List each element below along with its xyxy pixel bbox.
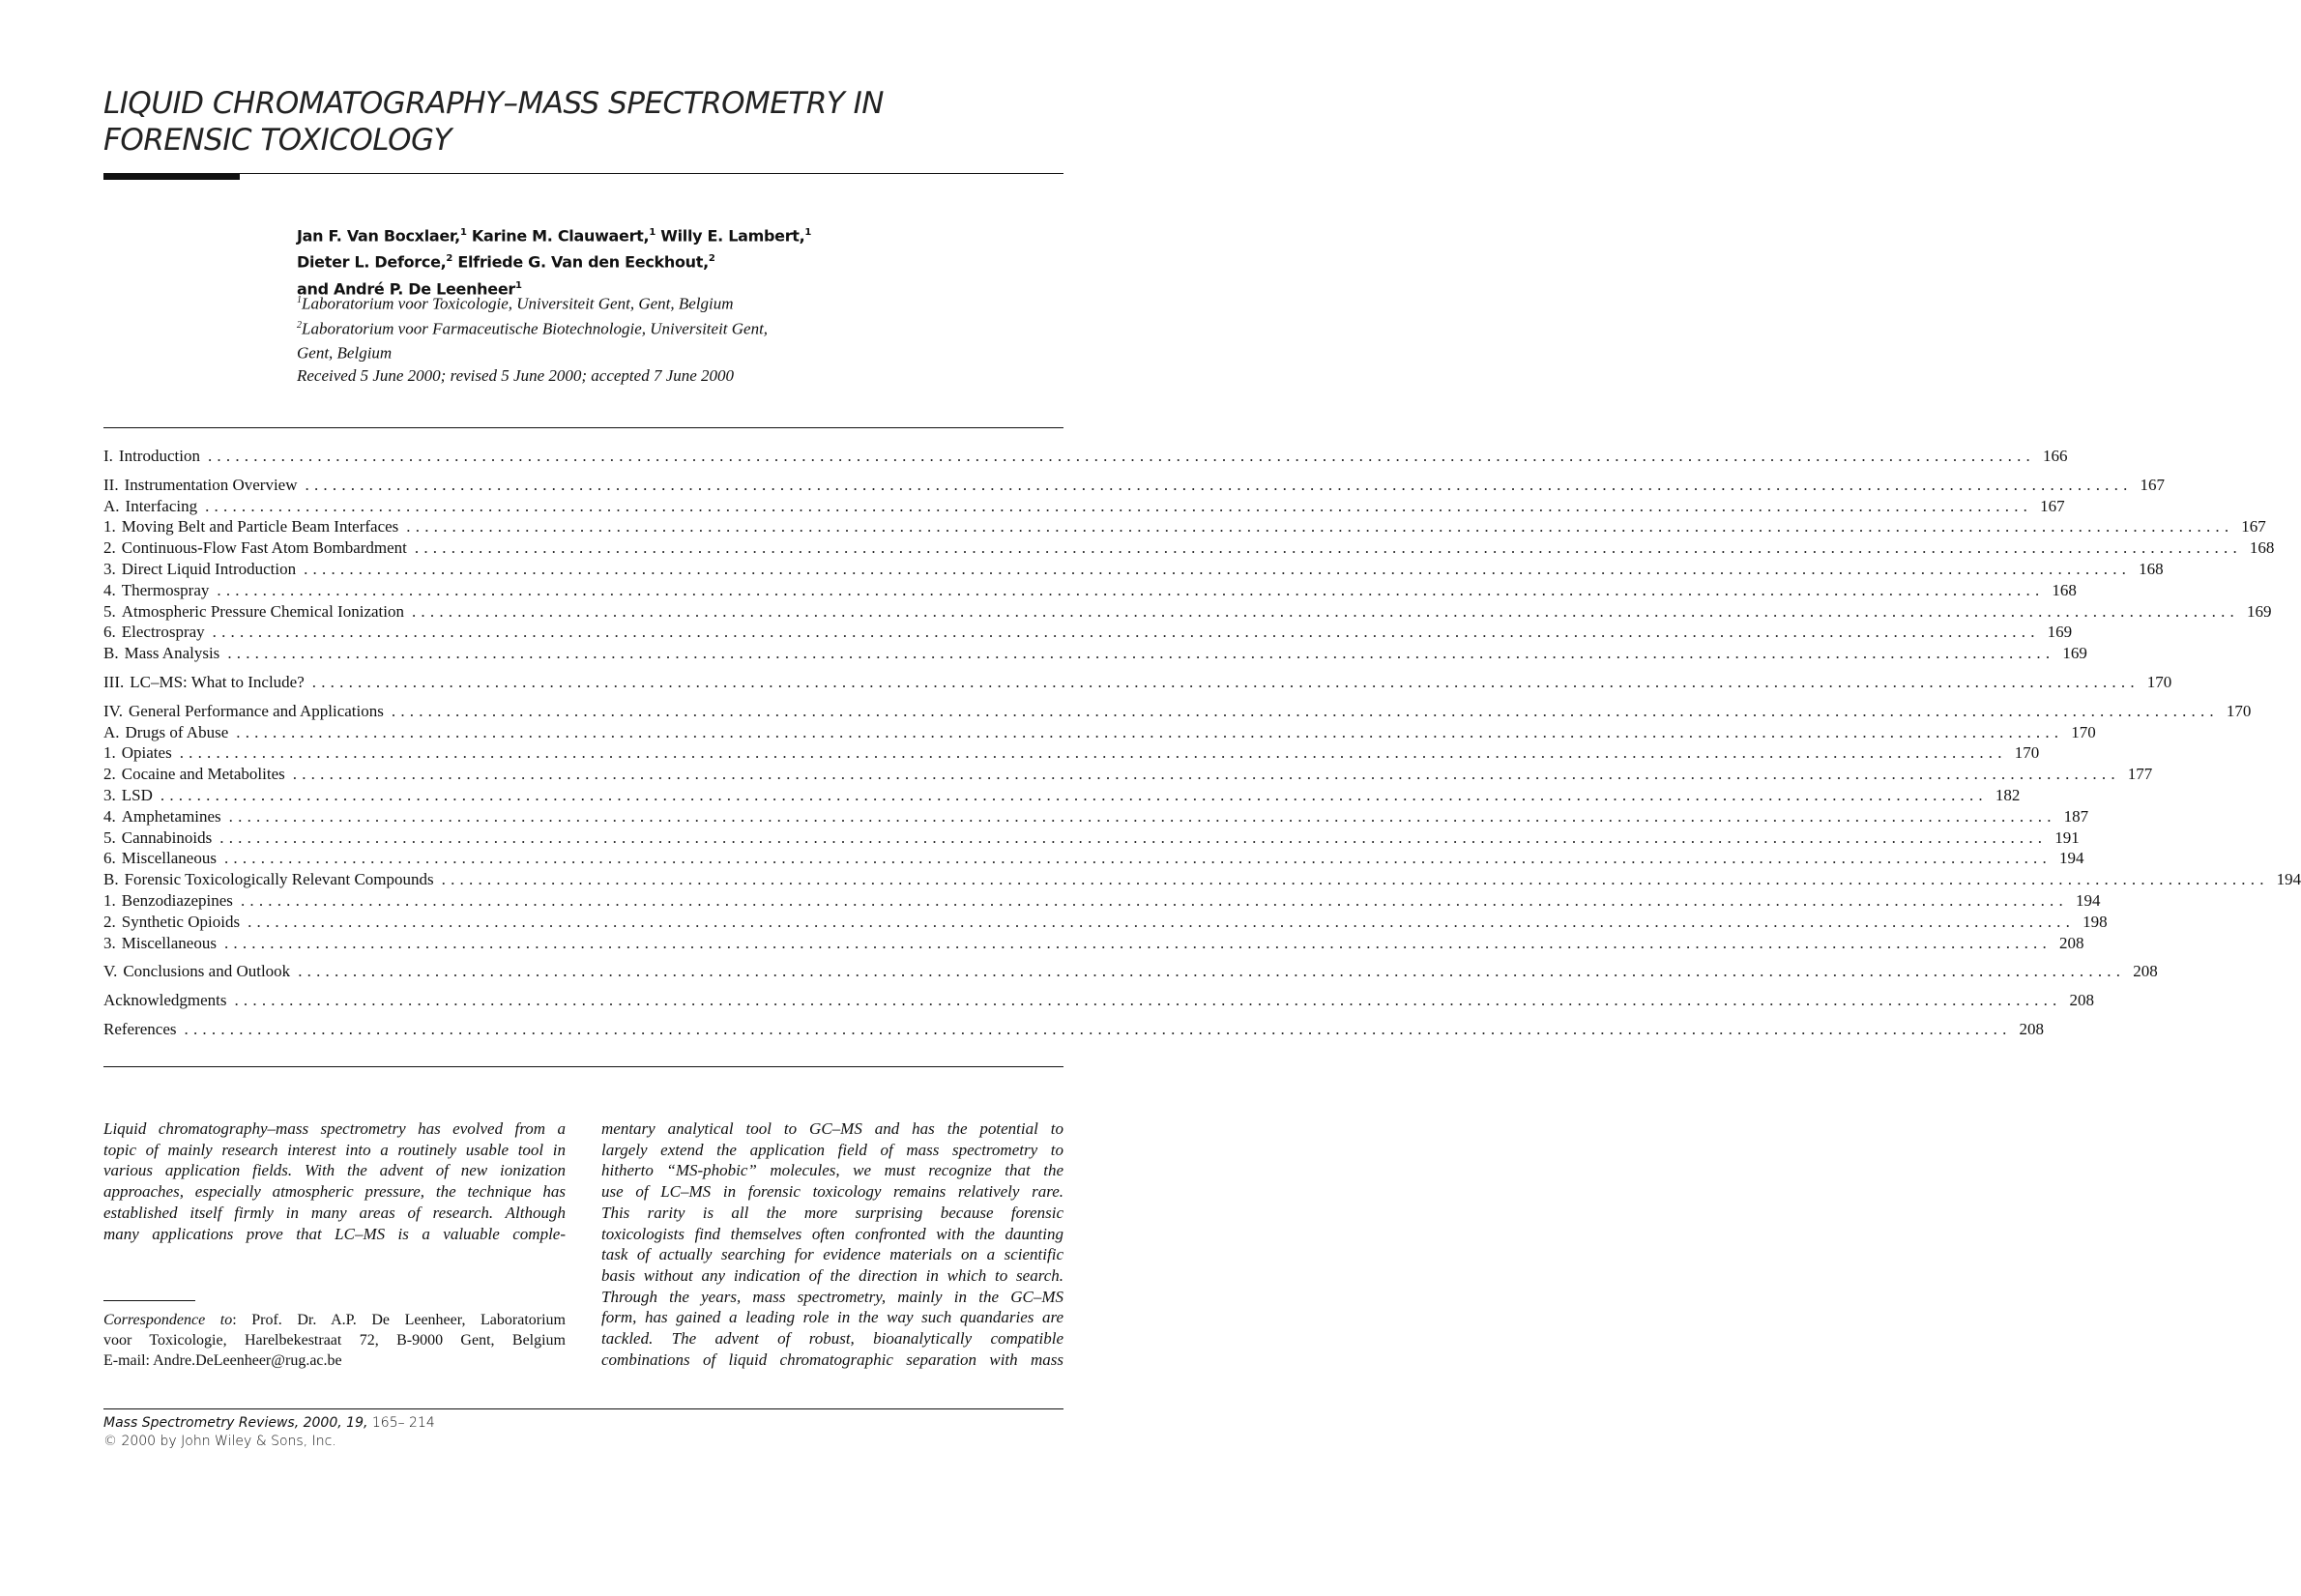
dot-leader: ........................................................................................................................................................................................................ bbox=[184, 1019, 2012, 1038]
dot-leader: ........................................................................................................................................................................................................ bbox=[207, 447, 2035, 465]
abstract-column-right bbox=[601, 1118, 1063, 1370]
toc-entry-page: 194 bbox=[2058, 849, 2084, 868]
affiliation-mark: 1 bbox=[297, 295, 302, 305]
abstract-line: tackled. The advent of robust, bioanalytically compatible bbox=[601, 1329, 1063, 1349]
toc-entry-page: 167 bbox=[2140, 475, 2166, 494]
toc-entry-page: 170 bbox=[2146, 672, 2172, 691]
dot-leader: ........................................................................................................................................................................................................ bbox=[223, 933, 2052, 952]
toc-entry-page: 168 bbox=[2249, 538, 2275, 558]
abstract-line: form, has gained a leading role in the way such quandaries are bbox=[601, 1308, 1063, 1327]
author-affiliation-mark: 2 bbox=[446, 253, 453, 265]
toc-entry-page: 194 bbox=[2075, 890, 2101, 910]
toc-entry[interactable] bbox=[103, 785, 2021, 807]
toc-entry[interactable] bbox=[103, 517, 2266, 538]
abstract-line: topic of mainly research interest into a routinely usable tool in bbox=[103, 1140, 566, 1159]
dot-leader: ........................................................................................................................................................................................................ bbox=[212, 623, 2040, 642]
abstract-line: mentary analytical tool to GC–MS and has the potential to bbox=[601, 1119, 1063, 1138]
toc-entry[interactable] bbox=[103, 722, 2096, 744]
dot-leader: ........................................................................................................................................................................................................ bbox=[391, 701, 2219, 720]
affiliation-text: Laboratorium voor Farmaceutische Biotechnologie, Universiteit Gent, bbox=[302, 319, 769, 338]
toc-entry[interactable] bbox=[103, 701, 2252, 723]
toc-entry-page: 208 bbox=[2069, 991, 2094, 1010]
toc-entry-number: 3. bbox=[103, 559, 116, 578]
toc-entry-page: 169 bbox=[2062, 644, 2087, 663]
toc-entry-number: 3. bbox=[103, 785, 116, 804]
toc-entry-label: Acknowledgments bbox=[103, 991, 227, 1010]
dot-leader: ........................................................................................................................................................................................................ bbox=[205, 496, 2033, 515]
toc-entry-page: 167 bbox=[2241, 517, 2266, 537]
toc-entry-number: IV. bbox=[103, 701, 123, 720]
dot-leader: ........................................................................................................................................................................................................ bbox=[406, 517, 2234, 537]
footer-rule bbox=[103, 1408, 1063, 1409]
toc-entry-number: 1. bbox=[103, 517, 116, 537]
toc-entry-page: 208 bbox=[2058, 933, 2084, 952]
dot-leader: ........................................................................................................................................................................................................ bbox=[305, 475, 2133, 494]
toc-entry-label: Moving Belt and Particle Beam Interfaces bbox=[121, 517, 399, 537]
abstract-line: task of actually searching for evidence materials on a scientific bbox=[601, 1245, 1063, 1264]
correspondence-label: Correspondence to bbox=[103, 1312, 233, 1328]
dot-leader: ........................................................................................................................................................................................................ bbox=[248, 912, 2076, 931]
toc-entry-number: 2. bbox=[103, 538, 116, 558]
toc-entry-number: A. bbox=[103, 496, 120, 515]
toc-entry-page: 168 bbox=[2052, 580, 2077, 599]
toc-entry-number: 4. bbox=[103, 580, 116, 599]
toc-entry[interactable] bbox=[103, 765, 2153, 786]
toc-entry[interactable] bbox=[103, 849, 2084, 870]
toc-entry-number: 6. bbox=[103, 849, 116, 868]
toc-entry[interactable] bbox=[103, 890, 2101, 913]
toc-entry-number: 5. bbox=[103, 601, 116, 621]
toc-entry[interactable] bbox=[103, 672, 2172, 694]
toc-entry-label: Drugs of Abuse bbox=[125, 722, 229, 741]
toc-entry[interactable] bbox=[103, 870, 2301, 891]
toc-entry-label: Miscellaneous bbox=[121, 849, 217, 868]
toc-entry-page: 170 bbox=[2226, 701, 2252, 720]
toc-entry-label: Atmospheric Pressure Chemical Ionization bbox=[121, 601, 404, 621]
toc-entry-label: Cannabinoids bbox=[121, 827, 213, 847]
toc-entry-label: Miscellaneous bbox=[121, 933, 217, 952]
abstract-line: Liquid chromatography–mass spectrometry has evolved from a bbox=[103, 1119, 566, 1138]
affiliations bbox=[297, 290, 768, 364]
toc-entry-label: Opiates bbox=[121, 743, 172, 763]
dot-leader: ........................................................................................................................................................................................................ bbox=[304, 559, 2132, 578]
toc-entry-number: 2. bbox=[103, 912, 116, 931]
dot-leader: ........................................................................................................................................................................................................ bbox=[292, 765, 2120, 784]
toc-entry-page: 182 bbox=[1995, 785, 2021, 804]
toc-entry-label: General Performance and Applications bbox=[129, 701, 384, 720]
toc-entry-page: 170 bbox=[2071, 722, 2096, 741]
affiliation-mark: 2 bbox=[297, 319, 302, 331]
title-line: FORENSIC TOXICOLOGY bbox=[103, 123, 451, 158]
abstract-line: Through the years, mass spectrometry, mainly in the GC–MS bbox=[601, 1287, 1063, 1306]
author-name: Willy E. Lambert, bbox=[655, 226, 805, 246]
toc-top-rule bbox=[103, 427, 1063, 428]
toc-entry[interactable] bbox=[103, 827, 2080, 850]
journal-volume: 19, bbox=[346, 1415, 368, 1431]
abstract-line: established itself firmly in many areas of research. Although bbox=[103, 1203, 566, 1222]
toc-entry-page: 169 bbox=[2246, 601, 2272, 621]
toc-entry-number: II. bbox=[103, 475, 119, 494]
author-line bbox=[297, 221, 811, 247]
toc-entry-label: Forensic Toxicologically Relevant Compounds bbox=[124, 870, 434, 889]
author-name: Elfriede G. Van den Eeckhout, bbox=[452, 252, 709, 272]
dot-leader: ........................................................................................................................................................................................................ bbox=[228, 806, 2056, 826]
toc-entry-label: Synthetic Opioids bbox=[121, 912, 241, 931]
toc-entry[interactable] bbox=[103, 933, 2084, 955]
journal-name: Mass Spectrometry Reviews, bbox=[103, 1415, 300, 1431]
affiliation bbox=[297, 315, 768, 340]
abstract-line: toxicologists find themselves often confronted with the daunting bbox=[601, 1224, 1063, 1243]
abstract-line: approaches, especially atmospheric pressure, the technique has bbox=[103, 1182, 566, 1202]
toc-entry-label: Mass Analysis bbox=[124, 644, 220, 663]
toc-entry[interactable] bbox=[103, 475, 2166, 497]
title-line: LIQUID CHROMATOGRAPHY–MASS SPECTROMETRY IN bbox=[103, 86, 884, 121]
abstract-line: This rarity is all the more surprising because forensic bbox=[601, 1203, 1063, 1222]
toc-entry-page: 208 bbox=[2019, 1019, 2045, 1038]
toc-entry-label: Electrospray bbox=[121, 623, 205, 642]
affiliation bbox=[297, 339, 768, 364]
title-rule bbox=[103, 173, 1063, 174]
abstract-column-left bbox=[103, 1118, 566, 1244]
author-line bbox=[297, 247, 811, 274]
toc-entry-label: LSD bbox=[121, 785, 153, 804]
toc-entry-page: 177 bbox=[2127, 765, 2153, 784]
dot-leader: ........................................................................................................................................................................................................ bbox=[236, 722, 2064, 741]
toc-entry-number: 5. bbox=[103, 827, 116, 847]
dot-leader: ........................................................................................................................................................................................................ bbox=[234, 991, 2062, 1010]
author-name: Karine M. Clauwaert, bbox=[466, 226, 650, 246]
toc-bottom-rule bbox=[103, 1066, 1063, 1067]
journal-year: 2000 bbox=[303, 1415, 338, 1431]
abstract-line: various application fields. With the advent of new ionization bbox=[103, 1161, 566, 1180]
toc-entry-page: 169 bbox=[2047, 623, 2073, 642]
toc-entry[interactable] bbox=[103, 580, 2077, 602]
toc-entry-label: Instrumentation Overview bbox=[124, 475, 298, 494]
author-affiliation-mark: 1 bbox=[649, 227, 655, 238]
abstract-line: basis without any indication of the direction in which to search. bbox=[601, 1265, 1063, 1285]
table-of-contents bbox=[103, 447, 2301, 1041]
toc-entry-number: III. bbox=[103, 672, 125, 691]
toc-entry-number: B. bbox=[103, 644, 119, 663]
copyright: © 2000 by John Wiley & Sons, Inc. bbox=[103, 1434, 336, 1449]
toc-entry-page: 198 bbox=[2083, 912, 2108, 931]
correspondence-note bbox=[103, 1310, 566, 1371]
abstract-line: many applications prove that LC–MS is a valuable comple- bbox=[103, 1224, 566, 1243]
dot-leader: ........................................................................................................................................................................................................ bbox=[179, 743, 2007, 763]
received-dates: Received 5 June 2000; revised 5 June 2000; accepted 7 June 2000 bbox=[297, 366, 735, 385]
toc-entry-label: Continuous-Flow Fast Atom Bombardment bbox=[121, 538, 407, 558]
toc-entry-label: References bbox=[103, 1019, 177, 1038]
author-list bbox=[297, 221, 811, 301]
author-affiliation-mark: 1 bbox=[514, 279, 522, 291]
dot-leader: ........................................................................................................................................................................................................ bbox=[160, 785, 1988, 804]
toc-entry[interactable] bbox=[103, 601, 2272, 624]
dot-leader: ........................................................................................................................................................................................................ bbox=[219, 827, 2048, 847]
footnote-rule bbox=[103, 1300, 195, 1301]
abstract-line: combinations of liquid chromatographic separation with mass bbox=[601, 1349, 1063, 1369]
abstract-line: largely extend the application field of mass spectrometry to bbox=[601, 1140, 1063, 1159]
toc-entry-page: 167 bbox=[2040, 496, 2065, 515]
toc-entry-number: 6. bbox=[103, 623, 116, 642]
dot-leader: ........................................................................................................................................................................................................ bbox=[441, 870, 2269, 889]
toc-entry[interactable] bbox=[103, 538, 2275, 560]
correspondence-line: voor Toxicologie, Harelbekestraat 72, B-9000 Gent, Belgium bbox=[103, 1332, 566, 1349]
dot-leader: ........................................................................................................................................................................................................ bbox=[217, 580, 2045, 599]
toc-entry[interactable] bbox=[103, 623, 2073, 644]
toc-entry-page: 187 bbox=[2063, 806, 2089, 826]
author-name: and André P. De Leenheer bbox=[297, 278, 515, 298]
toc-entry-label: Thermospray bbox=[121, 580, 210, 599]
toc-entry[interactable] bbox=[103, 559, 2164, 581]
toc-entry-page: 194 bbox=[2276, 870, 2301, 889]
toc-entry[interactable] bbox=[103, 962, 2158, 983]
toc-entry-number: 4. bbox=[103, 806, 116, 826]
toc-entry-number: I. bbox=[103, 447, 113, 465]
toc-entry-label: Conclusions and Outlook bbox=[123, 962, 291, 981]
affiliation bbox=[297, 290, 768, 315]
toc-entry-label: Interfacing bbox=[125, 496, 198, 515]
toc-entry-label: Direct Liquid Introduction bbox=[121, 559, 297, 578]
author-name: Dieter L. Deforce, bbox=[297, 252, 447, 272]
dot-leader: ........................................................................................................................................................................................................ bbox=[414, 538, 2242, 558]
journal-pages: 165– 214 bbox=[371, 1415, 435, 1431]
author-affiliation-mark: 1 bbox=[459, 227, 467, 238]
toc-entry-number: V. bbox=[103, 962, 118, 981]
author-affiliation-mark: 2 bbox=[708, 253, 715, 265]
toc-entry-label: Benzodiazepines bbox=[121, 890, 233, 910]
correspondence-email: E-mail: Andre.DeLeenheer@rug.ac.be bbox=[103, 1352, 342, 1369]
toc-entry[interactable] bbox=[103, 447, 2068, 468]
toc-entry-number: 3. bbox=[103, 933, 116, 952]
toc-entry-number: 1. bbox=[103, 890, 116, 910]
toc-entry-number: A. bbox=[103, 722, 120, 741]
affiliation-text: Gent, Belgium bbox=[297, 343, 393, 363]
dot-leader: ........................................................................................................................................................................................................ bbox=[298, 962, 2126, 981]
dot-leader: ........................................................................................................................................................................................................ bbox=[240, 890, 2068, 910]
toc-entry[interactable] bbox=[103, 991, 2094, 1012]
author-affiliation-mark: 1 bbox=[804, 227, 812, 238]
correspondence-line: : Prof. Dr. A.P. De Leenheer, Laboratorium bbox=[232, 1312, 567, 1328]
dot-leader: ........................................................................................................................................................................................................ bbox=[411, 601, 2239, 621]
toc-entry-page: 191 bbox=[2054, 827, 2080, 847]
author-name: Jan F. Van Bocxlaer, bbox=[297, 226, 460, 246]
article-title bbox=[103, 85, 1070, 159]
toc-entry-label: Amphetamines bbox=[121, 806, 221, 826]
toc-entry[interactable] bbox=[103, 912, 2108, 934]
toc-entry-label: Cocaine and Metabolites bbox=[121, 765, 285, 784]
toc-entry-page: 170 bbox=[2014, 743, 2040, 763]
toc-entry-number: 2. bbox=[103, 765, 116, 784]
journal-footer: Mass Spectrometry Reviews, 2000, 19, 165– 214 © 2000 by John Wiley & Sons, Inc. bbox=[103, 1415, 435, 1449]
toc-entry-label: LC–MS: What to Include? bbox=[130, 672, 305, 691]
toc-entry-page: 166 bbox=[2042, 447, 2068, 465]
toc-entry-page: 208 bbox=[2133, 962, 2158, 981]
toc-entry-number: B. bbox=[103, 870, 119, 889]
toc-entry[interactable] bbox=[103, 743, 2040, 765]
toc-entry[interactable] bbox=[103, 1019, 2045, 1041]
toc-entry-page: 168 bbox=[2139, 559, 2164, 578]
toc-entry[interactable] bbox=[103, 806, 2089, 828]
dot-leader: ........................................................................................................................................................................................................ bbox=[311, 672, 2140, 691]
toc-entry-label: Introduction bbox=[118, 447, 200, 465]
toc-entry[interactable] bbox=[103, 644, 2087, 665]
toc-entry[interactable] bbox=[103, 496, 2065, 518]
title-rule-accent bbox=[103, 173, 240, 180]
toc-entry-number: 1. bbox=[103, 743, 116, 763]
dot-leader: ........................................................................................................................................................................................................ bbox=[223, 849, 2052, 868]
abstract-line: hitherto “MS-phobic” molecules, we must recognize that the bbox=[601, 1161, 1063, 1180]
dot-leader: ........................................................................................................................................................................................................ bbox=[227, 644, 2055, 663]
affiliation-text: Laboratorium voor Toxicologie, Universiteit Gent, Gent, Belgium bbox=[302, 294, 734, 313]
abstract-line: use of LC–MS in forensic toxicology remains relatively rare. bbox=[601, 1182, 1063, 1202]
